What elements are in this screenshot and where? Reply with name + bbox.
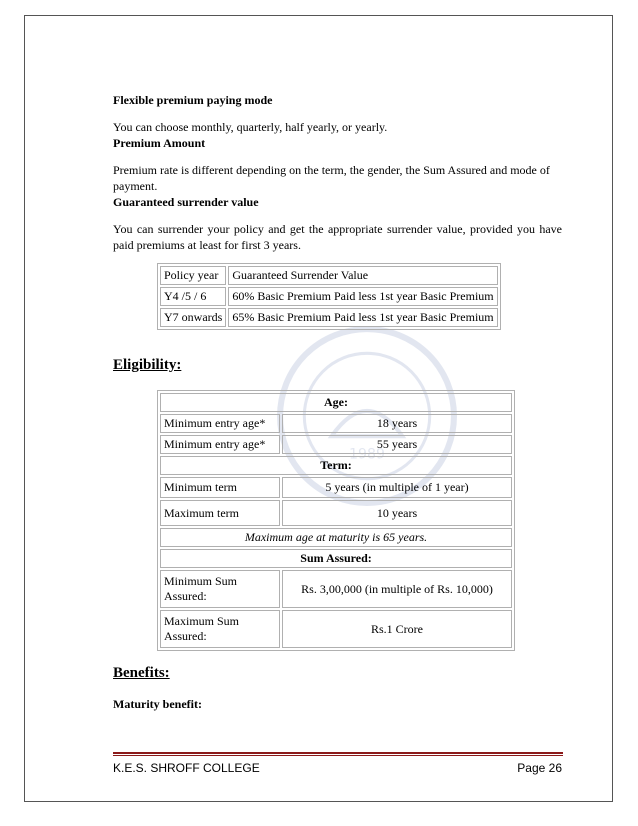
table-row xyxy=(160,528,512,547)
table-cell: 60% Basic Premium Paid less 1st year Basic Premium xyxy=(228,287,497,306)
table-row xyxy=(160,610,512,648)
table-row xyxy=(160,570,512,608)
footer-page-number: Page 26 xyxy=(517,761,562,775)
eligibility-table xyxy=(157,390,515,651)
table-cell: Maximum Sum Assured: xyxy=(160,610,280,648)
table-cell: Minimum Sum Assured: xyxy=(160,570,280,608)
term-header: Term: xyxy=(160,456,512,475)
age-header: Age: xyxy=(160,393,512,412)
footer-rule xyxy=(113,752,563,754)
table-cell: 5 years (in multiple of 1 year) xyxy=(282,477,512,498)
maturity-benefit-title: Maturity benefit: xyxy=(113,697,202,711)
table-cell: Y7 onwards xyxy=(160,308,226,327)
footer-rule-thin xyxy=(113,755,563,756)
benefits-heading: Benefits: xyxy=(113,665,170,681)
table-row xyxy=(160,549,512,568)
surrender-text: You can surrender your policy and get the appropriate surrender value, provided you have paid premiums at least for first 3 years. xyxy=(113,222,562,252)
table-row xyxy=(160,414,512,433)
flexible-text: You can choose monthly, quarterly, half yearly, or yearly. xyxy=(113,120,388,134)
sum-assured-header: Sum Assured: xyxy=(160,549,512,568)
table-row xyxy=(160,308,498,327)
table-cell: 10 years xyxy=(282,500,512,526)
table-row xyxy=(160,477,512,498)
table-row xyxy=(160,500,512,526)
table-cell: Minimum entry age* xyxy=(160,414,280,433)
table-cell: Y4 /5 / 6 xyxy=(160,287,226,306)
surrender-title: Guaranteed surrender value xyxy=(113,195,259,209)
table-row xyxy=(160,393,512,412)
premium-amount-text: Premium rate is different depending on the term, the gender, the Sum Assured and mode of payment. xyxy=(113,163,550,193)
flexible-title: Flexible premium paying mode xyxy=(113,93,273,107)
table-header-cell: Guaranteed Surrender Value xyxy=(228,266,497,285)
table-header-cell: Policy year xyxy=(160,266,226,285)
table-cell: Minimum term xyxy=(160,477,280,498)
table-cell: Rs.1 Crore xyxy=(282,610,512,648)
table-row xyxy=(160,287,498,306)
table-cell: Rs. 3,00,000 (in multiple of Rs. 10,000) xyxy=(282,570,512,608)
footer-college: K.E.S. SHROFF COLLEGE xyxy=(113,761,260,775)
table-cell: 65% Basic Premium Paid less 1st year Basic Premium xyxy=(228,308,497,327)
table-cell: Minimum entry age* xyxy=(160,435,280,454)
table-cell: 18 years xyxy=(282,414,512,433)
surrender-value-table xyxy=(157,263,501,330)
section-premium-amount xyxy=(113,162,562,210)
table-cell: Maximum term xyxy=(160,500,280,526)
table-row xyxy=(160,435,512,454)
svg-text:1989: 1989 xyxy=(349,446,385,463)
section-flexible xyxy=(113,92,562,108)
section-surrender xyxy=(113,221,562,253)
maturity-note: Maximum age at maturity is 65 years. xyxy=(160,528,512,547)
section-flexible-body xyxy=(113,119,562,151)
table-row xyxy=(160,456,512,475)
eligibility-heading: Eligibility: xyxy=(113,357,182,373)
premium-amount-title: Premium Amount xyxy=(113,136,206,150)
table-cell: 55 years xyxy=(282,435,512,454)
table-row xyxy=(160,266,498,285)
